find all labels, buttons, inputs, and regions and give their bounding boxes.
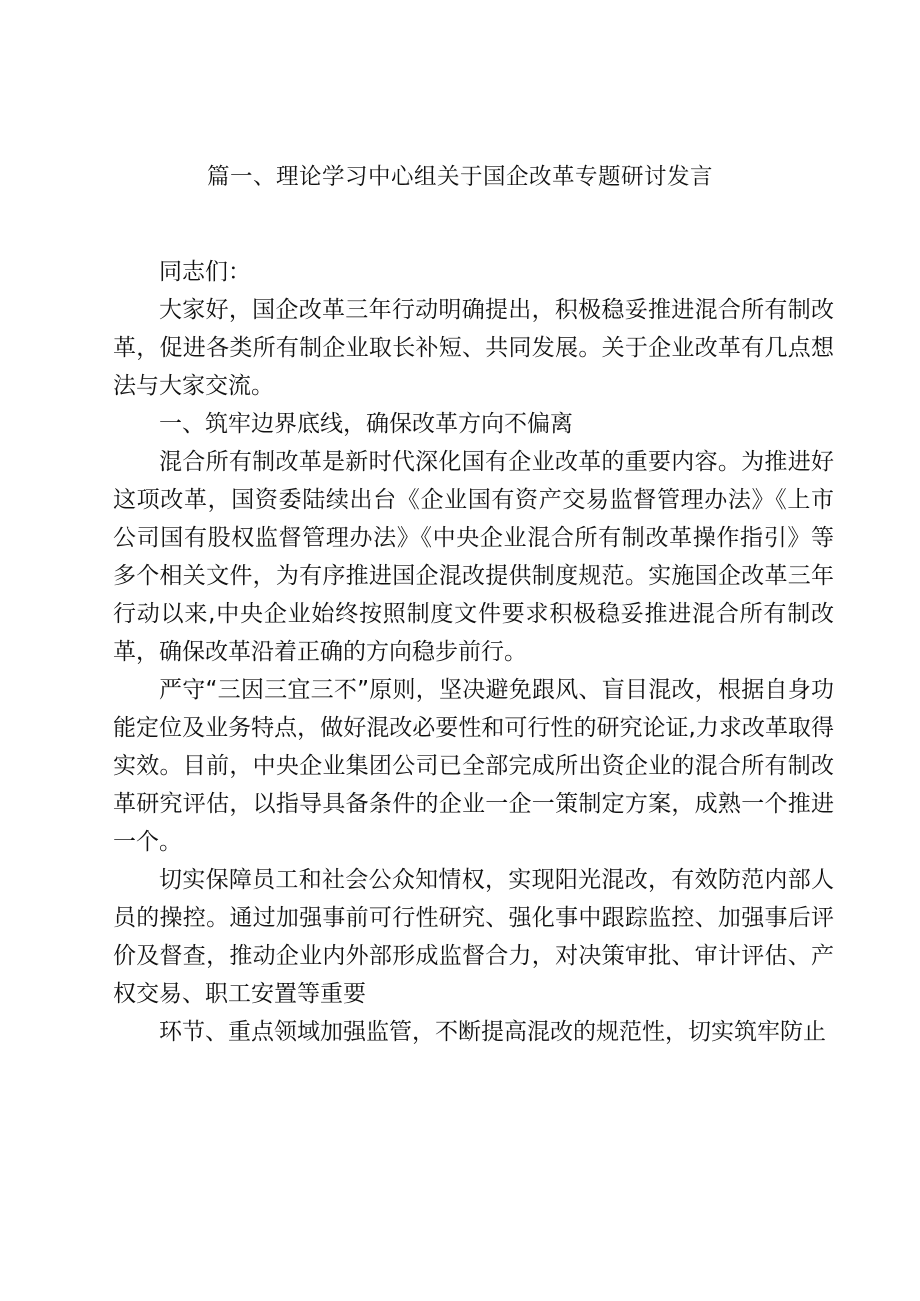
paragraph-transparency: 切实保障员工和社会公众知情权，实现阳光混改，有效防范内部人员的操控。通过加强事前可行性研究、强化事中跟踪监控、加强事后评价及督查，推动企业内外部形成监督合力，对决策审批、审计评估、产权交易、职工安置等重要	[113, 867, 834, 1007]
section-heading-1: 一、筑牢边界底线，确保改革方向不偏离	[159, 411, 573, 437]
paragraph-supervision: 环节、重点领域加强监管，不断提高混改的规范性，切实筑牢防止	[159, 1019, 826, 1045]
paragraph-mixed-ownership: 混合所有制改革是新时代深化国有企业改革的重要内容。为推进好这项改革，国资委陆续出台《企业国有资产交易监督管理办法》《上市公司国有股权监督管理办法》《中央企业混合所有制改革操作指引》等多个相关文件，为有序推进国企混改提供制度规范。实施国企改革三年行动以来,中央企业始终按照制度文件要求积极稳妥推进混合所有制改革，确保改革沿着正确的方向稳步前行。	[113, 449, 834, 665]
salutation: 同志们：	[159, 259, 251, 285]
document-title: 篇一、理论学习中心组关于国企改革专题研讨发言	[206, 164, 713, 190]
paragraph-intro: 大家好，国企改革三年行动明确提出，积极稳妥推进混合所有制改革，促进各类所有制企业取长补短、共同发展。关于企业改革有几点想法与大家交流。	[113, 297, 834, 399]
document-body	[113, 253, 834, 1051]
paragraph-principles: 严守“三因三宜三不”原则，坚决避免跟风、盲目混改，根据自身功能定位及业务特点，做好混改必要性和可行性的研究论证,力求改革取得实效。目前，中央企业集团公司已全部完成所出资企业的混合所有制改革研究评估，以指导具备条件的企业一企一策制定方案，成熟一个推进一个。	[113, 677, 834, 855]
